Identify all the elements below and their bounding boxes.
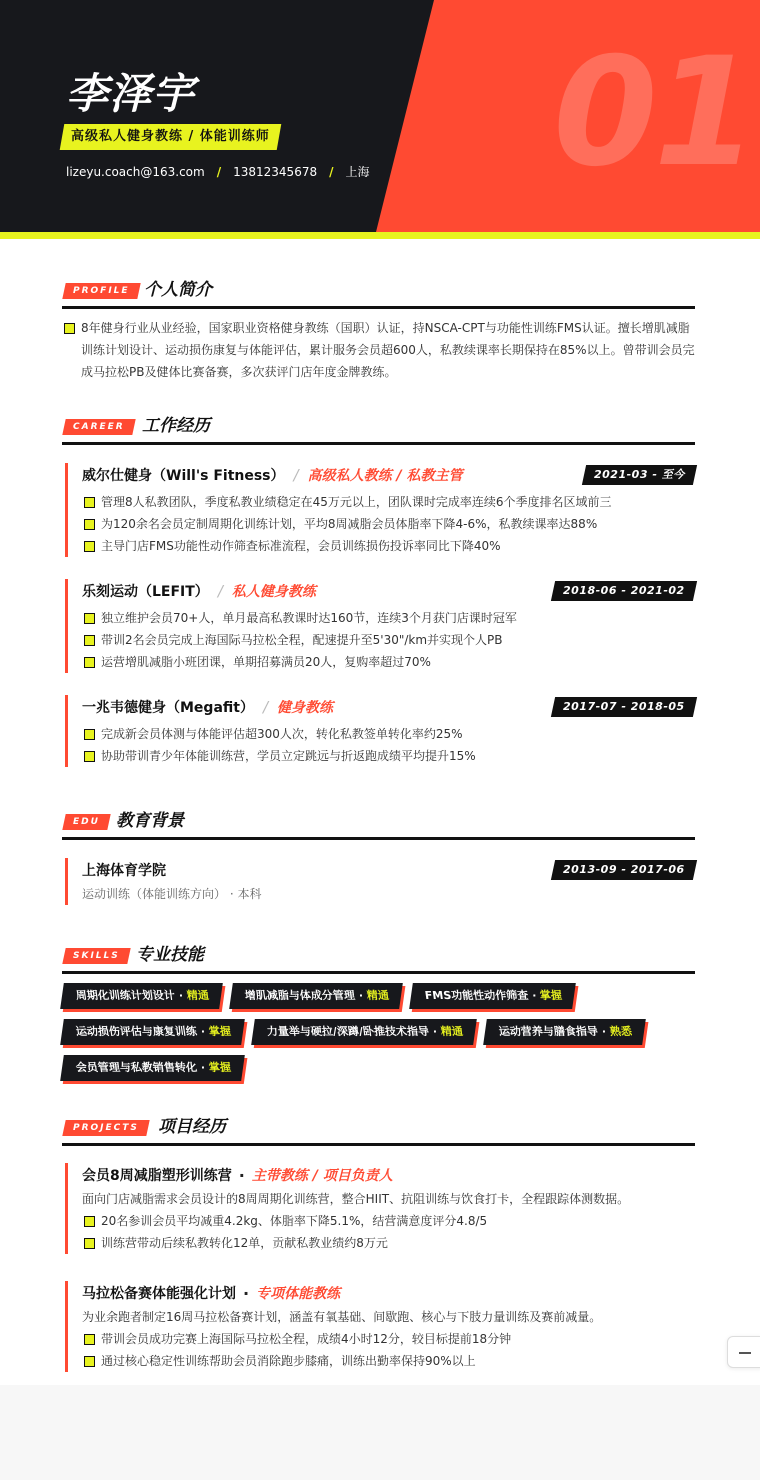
profile-title: 个人简介	[144, 280, 212, 300]
profile-text-block	[62, 317, 695, 383]
job-bullet: 独立维护会员70+人，单月最高私教课时达160节，连续3个月获门店课时冠军	[82, 607, 695, 629]
skills-tag	[62, 948, 130, 964]
projects-title: 项目经历	[158, 1117, 226, 1137]
job-entry	[65, 579, 695, 673]
education-date-text: 2013-09 - 2017-06	[563, 863, 685, 876]
profile-text: 8年健身行业从业经验，国家职业资格健身教练（国职）认证，持NSCA-CPT与功能性训练FMS认证。擅长增肌减脂训练计划设计、运动损伤康复与体能评估，累计服务会员超600人，私教续课率长期保持在85%以上。曾带训会员完成马拉松PB及健体比赛备赛，多次获评门店年度金牌教练。	[62, 317, 695, 383]
skill-name: 增肌减脂与体成分管理	[243, 989, 356, 1002]
skills-section-header	[62, 944, 695, 974]
header-big-number: 01	[553, 26, 754, 200]
skills-title: 专业技能	[136, 945, 204, 965]
skill-chip: 运动营养与膳食指导 · 熟悉	[483, 1019, 645, 1045]
job-bullet: 为120余名会员定制周期化训练计划，平均8周减脂会员体脂率下降4-6%，私教续课率达88%	[82, 513, 695, 535]
profile-tag-text: PROFILE	[73, 286, 130, 296]
education-title: 教育背景	[116, 811, 184, 831]
skill-level: 精通	[439, 1025, 464, 1038]
education-entry	[65, 858, 695, 905]
job-bullet: 带训2名会员完成上海国际马拉松全程，配速提升至5'30"/km并实现个人PB	[82, 629, 695, 651]
profile-section-header	[62, 279, 695, 309]
job-entry	[65, 463, 695, 557]
project-desc: 面向门店减脂需求会员设计的8周周期化训练营，整合HIIT、抗阻训练与饮食打卡，全程跟踪体测数据。	[82, 1192, 630, 1206]
skill-level: 掌握	[538, 989, 563, 1002]
collapse-button[interactable]	[727, 1336, 760, 1368]
profile-tag	[62, 283, 140, 299]
skill-level: 掌握	[207, 1061, 232, 1074]
job-title-badge	[60, 124, 281, 150]
skill-chip: 会员管理与私教销售转化 · 掌握	[60, 1055, 244, 1081]
career-section-header	[62, 415, 695, 445]
skill-name: 力量举与硬拉/深蹲/卧推技术指导	[265, 1025, 430, 1038]
skill-level: 掌握	[207, 1025, 232, 1038]
project-desc: 为业余跑者制定16周马拉松备赛计划，涵盖有氧基础、间歇跑、核心与下肢力量训练及赛前减量。	[82, 1310, 602, 1324]
job-role: 私人健身教练	[231, 584, 316, 600]
education-tag	[62, 814, 110, 830]
candidate-name: 李泽宇	[66, 69, 196, 118]
education-section-header	[62, 810, 695, 840]
job-title-text: 高级私人健身教练 / 体能训练师	[71, 129, 270, 144]
skill-level: 熟悉	[608, 1025, 633, 1038]
skill-level: 精通	[185, 989, 210, 1002]
skill-name: 会员管理与私教销售转化	[75, 1061, 198, 1074]
career-title: 工作经历	[142, 416, 210, 436]
skills-list	[62, 983, 702, 1091]
project-entry	[65, 1281, 695, 1372]
contact-info	[66, 163, 370, 180]
contact-city: 上海	[345, 165, 370, 179]
contact-separator: /	[329, 164, 334, 179]
job-entry	[65, 695, 695, 767]
project-name: 马拉松备赛体能强化计划	[82, 1286, 236, 1302]
career-tag	[62, 419, 135, 435]
contact-phone: 13812345678	[233, 164, 318, 179]
project-name: 会员8周减脂塑形训练营	[82, 1168, 232, 1184]
skill-chip: 运动损伤评估与康复训练 · 掌握	[60, 1019, 244, 1045]
job-date	[551, 697, 697, 717]
skill-chip: 周期化训练计划设计 · 精通	[60, 983, 222, 1009]
projects-section-header	[62, 1116, 695, 1146]
projects-tag-text: PROJECTS	[73, 1123, 139, 1133]
skill-name: 运动损伤评估与康复训练	[75, 1025, 198, 1038]
job-bullet: 管理8人私教团队，季度私教业绩稳定在45万元以上，团队课时完成率连续6个季度排名区域前三	[82, 491, 695, 513]
education-date	[551, 860, 697, 880]
skill-chip: 力量举与硬拉/深蹲/卧推技术指导 · 精通	[251, 1019, 477, 1045]
skill-chip: FMS功能性动作筛查 · 掌握	[409, 983, 576, 1009]
job-bullet: 运营增肌减脂小班团课，单期招募满员20人，复购率超过70%	[82, 651, 695, 673]
job-company: 一兆韦德健身（Megafit）	[82, 700, 254, 716]
contact-email: lizeyu.coach@163.com	[66, 164, 205, 179]
school-name: 上海体育学院	[82, 863, 166, 879]
skill-level: 精通	[365, 989, 390, 1002]
job-date-text: 2017-07 - 2018-05	[563, 700, 685, 713]
project-bullet: 20名参训会员平均减重4.2kg、体脂率下降5.1%，结营满意度评分4.8/5	[82, 1210, 695, 1232]
job-bullet: 协助带训青少年体能训练营，学员立定跳远与折返跑成绩平均提升15%	[82, 745, 695, 767]
skill-name: 周期化训练计划设计	[75, 989, 176, 1002]
school-major: 运动训练（体能训练方向） · 本科	[82, 887, 262, 901]
job-bullet: 完成新会员体测与体能评估超300人次，转化私教签单转化率约25%	[82, 723, 695, 745]
skill-name: 运动营养与膳食指导	[497, 1025, 599, 1038]
job-date	[582, 465, 697, 485]
contact-separator: /	[216, 164, 222, 179]
project-role: 主带教练 / 项目负责人	[251, 1168, 393, 1184]
skill-name: FMS功能性动作筛查	[423, 989, 529, 1002]
job-bullet: 主导门店FMS功能性动作筛查标准流程，会员训练损伤投诉率同比下降40%	[82, 535, 695, 557]
project-bullet: 训练营带动后续私教转化12单，贡献私教业绩约8万元	[82, 1232, 695, 1254]
job-company: 威尔仕健身（Will's Fitness）	[82, 468, 285, 484]
job-role: 高级私人教练 / 私教主管	[307, 468, 463, 484]
job-slash: /	[262, 698, 269, 716]
skills-tag-text: SKILLS	[73, 951, 120, 961]
project-bullet: 带训会员成功完赛上海国际马拉松全程，成绩4小时12分，较目标提前18分钟	[82, 1328, 695, 1350]
header-stripe	[0, 232, 760, 239]
projects-tag	[62, 1120, 149, 1136]
job-slash: /	[293, 466, 299, 484]
project-bullet: 通过核心稳定性训练帮助会员消除跑步膝痛，训练出勤率保持90%以上	[82, 1350, 695, 1372]
job-date-text: 2018-06 - 2021-02	[563, 584, 685, 597]
project-entry	[65, 1163, 695, 1254]
job-company: 乐刻运动（LEFIT）	[82, 584, 209, 600]
skill-chip: 增肌减脂与体成分管理 · 精通	[229, 983, 402, 1009]
job-slash: /	[217, 582, 223, 600]
project-dot: ·	[238, 1165, 245, 1185]
project-dot: ·	[243, 1283, 250, 1303]
job-date-text: 2021-03 - 至今	[594, 468, 685, 481]
project-role: 专项体能教练	[256, 1286, 341, 1302]
job-date	[551, 581, 697, 601]
resume-header	[0, 0, 760, 232]
job-role: 健身教练	[277, 700, 334, 716]
career-tag-text: CAREER	[73, 422, 125, 432]
education-tag-text: EDU	[73, 817, 100, 827]
